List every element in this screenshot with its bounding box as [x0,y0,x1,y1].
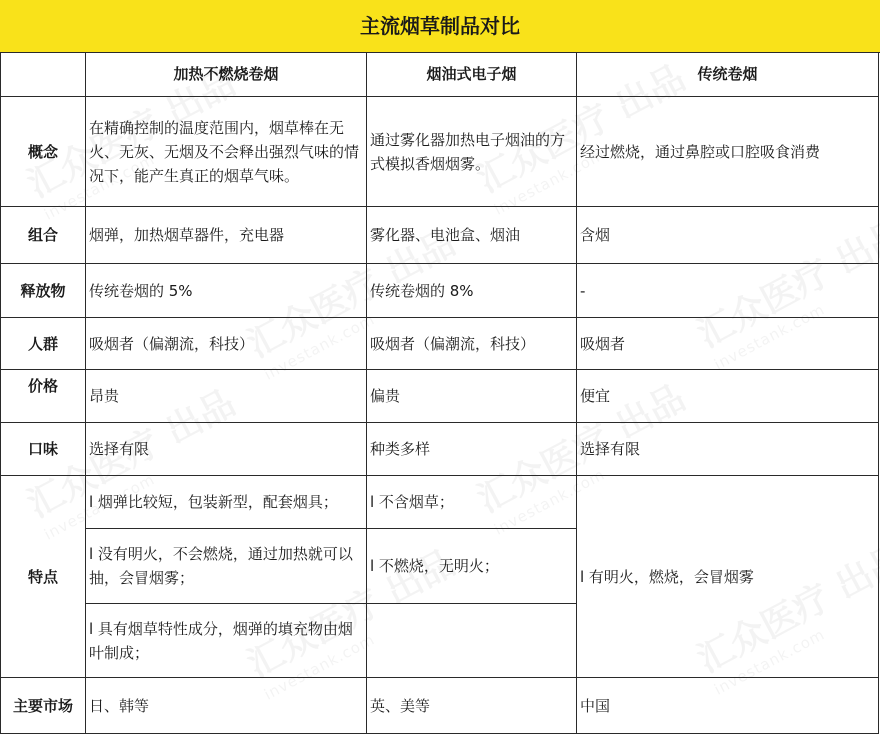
header-blank-cell [0,52,86,97]
cell-taste-heat: 选择有限 [86,423,367,476]
page-title: 主流烟草制品对比 [0,0,880,53]
row-label-concept: 概念 [0,97,86,207]
cell-features-heat-3: l 具有烟草特性成分，烟弹的填充物由烟叶制成； [86,604,367,678]
row-label-audience: 人群 [0,318,86,370]
header-traditional: 传统卷烟 [577,52,879,97]
cell-market-trad: 中国 [577,678,879,734]
row-label-price: 价格 [0,370,86,423]
cell-composition-heat: 烟弹，加热烟草器件，充电器 [86,207,367,264]
cell-audience-heat: 吸烟者（偏潮流，科技） [86,318,367,370]
row-label-market: 主要市场 [0,678,86,734]
cell-features-ecig-2: l 不燃烧，无明火； [367,529,577,604]
row-label-features: 特点 [0,476,86,678]
cell-composition-ecig: 雾化器、电池盒、烟油 [367,207,577,264]
row-label-emission: 释放物 [0,264,86,318]
cell-features-ecig-1: l 不含烟草； [367,476,577,529]
cell-price-trad: 便宜 [577,370,879,423]
cell-composition-trad: 含烟 [577,207,879,264]
cell-market-ecig: 英、美等 [367,678,577,734]
cell-concept-trad: 经过燃烧，通过鼻腔或口腔吸食消费 [577,97,879,207]
cell-price-heat: 昂贵 [86,370,367,423]
cell-price-ecig: 偏贵 [367,370,577,423]
cell-concept-ecig: 通过雾化器加热电子烟油的方式模拟香烟烟雾。 [367,97,577,207]
cell-emission-heat: 传统卷烟的 5% [86,264,367,318]
cell-emission-trad: - [577,264,879,318]
cell-audience-ecig: 吸烟者（偏潮流，科技） [367,318,577,370]
cell-market-heat: 日、韩等 [86,678,367,734]
header-e-cigarette: 烟油式电子烟 [367,52,577,97]
cell-features-heat-2: l 没有明火，不会燃烧，通过加热就可以抽，会冒烟雾； [86,529,367,604]
cell-emission-ecig: 传统卷烟的 8% [367,264,577,318]
header-heat-not-burn: 加热不燃烧卷烟 [86,52,367,97]
cell-audience-trad: 吸烟者 [577,318,879,370]
cell-concept-heat: 在精确控制的温度范围内，烟草棒在无火、无灰、无烟及不会释出强烈气味的情况下，能产生真正的烟草气味。 [86,97,367,207]
cell-features-heat-1: l 烟弹比较短，包装新型，配套烟具； [86,476,367,529]
row-label-taste: 口味 [0,423,86,476]
cell-features-trad: l 有明火，燃烧，会冒烟雾 [577,476,879,678]
cell-features-ecig-3 [367,604,577,678]
cell-taste-ecig: 种类多样 [367,423,577,476]
row-label-composition: 组合 [0,207,86,264]
cell-taste-trad: 选择有限 [577,423,879,476]
